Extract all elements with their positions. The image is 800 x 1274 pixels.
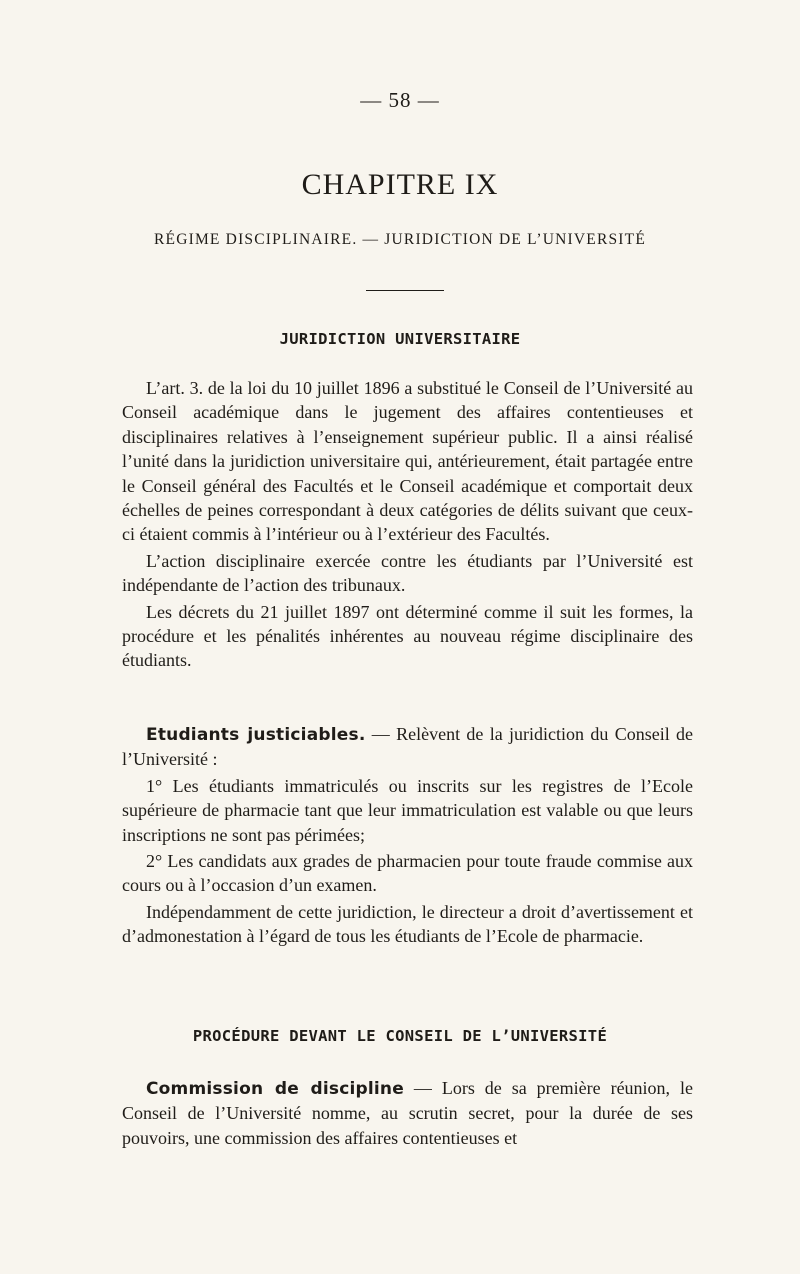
paragraph: 1° Les étudiants immatriculés ou inscrits sur les registres de l’Ecole supérieure de pharmacie tant que leur immatriculation est valable ou que leurs inscriptions ne sont pas périmées; [122,775,693,845]
paragraph-justiciables-lead [122,722,693,772]
chapter-title: CHAPITRE IX [301,168,499,201]
justiciables-lead-text: — Relèvent de la juridiction du Conseil de l’Université : [122,724,694,770]
runin-heading-commission: Commission de discipline [146,1079,404,1099]
paragraph: L’art. 3. de la loi du 10 juillet 1896 a substitué le Conseil de l’Université au Conseil académique dans le jugement des affaires contentieuses et disciplinaires relatives à l’enseignement supérieur public. Il a ainsi réalisé l’unité dans la juridiction universitaire qui, antérieurement, était partagée entre le Conseil général des Facultés et le Conseil académique et comportait deux échelles de peines correspondant à deux catégories de délits suivant que ceux-ci étaient commis à l’intérieur ou à l’extérieur des Facultés. [122,378,693,545]
page-number: — 58 — [360,88,440,112]
section-juridiction-body [122,376,693,675]
section-heading-procedure: PROCÉDURE DEVANT LE CONSEIL DE L’UNIVERSITÉ [192,1027,608,1045]
paragraph: 2° Les candidats aux grades de pharmacien pour toute fraude commise aux cours ou à l’occasion d’un examen. [122,851,693,896]
paragraph-commission-lead [122,1076,693,1150]
separator-rule [366,290,444,291]
section-procedure-body [122,1076,693,1152]
section-heading-juridiction: JURIDICTION UNIVERSITAIRE [279,330,521,348]
paragraph: Indépendamment de cette juridiction, le directeur a droit d’avertissement et d’admonestation à l’égard de tous les étudiants de l’Ecole de pharmacie. [122,901,693,947]
justiciables-body [122,722,693,951]
commission-lead-text: — Lors de sa première réunion, le Conseil de l’Université nomme, au scrutin secret, pour la durée de ses pouvoirs, une commission des affaires contentieuses et [122,1078,693,1148]
paragraph: L’action disciplinaire exercée contre les étudiants par l’Université est indépendante de l’action des tribunaux. [122,550,693,596]
runin-heading-justiciables: Etudiants justiciables. [146,725,366,745]
paragraph: Les décrets du 21 juillet 1897 ont déterminé comme il suit les formes, la procédure et les pénalités inhérentes au nouveau régime disciplinaire des étudiants. [122,601,693,671]
chapter-subtitle: RÉGIME DISCIPLINAIRE. — JURIDICTION DE L’UNIVERSITÉ [153,231,646,248]
